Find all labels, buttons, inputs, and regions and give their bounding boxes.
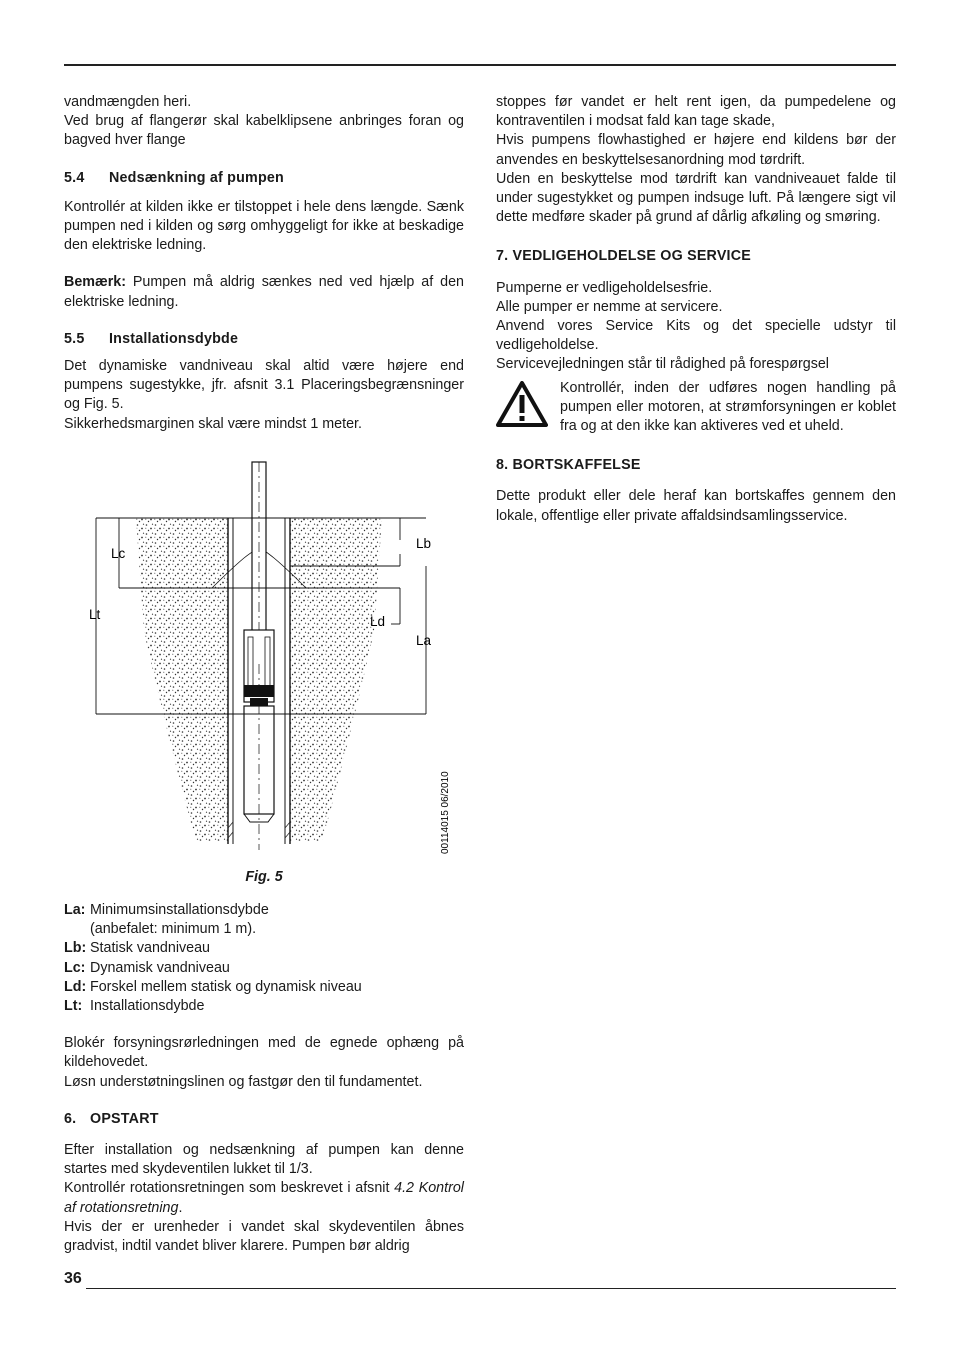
legend-row: Lt: Installationsdybde: [64, 998, 205, 1015]
section-heading-8: 8. BORTSKAFFELSE: [496, 457, 641, 474]
paragraph: Ved brug af flangerør skal kabelklipsene anbringes foran og bagved hver flange: [64, 113, 464, 149]
legend-row: Lc: Dynamisk vandniveau: [64, 959, 230, 976]
label-lt: Lt: [89, 606, 101, 622]
soil-left: [136, 518, 228, 842]
header-rule: [64, 64, 896, 66]
paragraph: Servicevejledningen står til rådighed på forespørgsel: [496, 356, 829, 373]
section-heading-7: 7. VEDLIGEHOLDELSE OG SERVICE: [496, 248, 751, 265]
soil-right: [290, 518, 382, 842]
paragraph: Anvend vores Service Kits og det specielle udstyr til vedligeholdelse.: [496, 318, 896, 354]
paragraph: Hvis pumpens flowhastighed er højere end kildens bør der anvendes en beskyttelsesanordning mod tørdrift.: [496, 132, 896, 168]
section-heading-5-5: 5.5 Installationsdybde: [64, 330, 239, 347]
paragraph: Blokér forsyningsrørledningen med de egnede ophæng på kildehovedet.: [64, 1035, 464, 1071]
right-column: [496, 93, 896, 526]
paragraph: Sikkerhedsmarginen skal være mindst 1 meter.: [64, 415, 362, 432]
label-lc: Lc: [111, 545, 126, 561]
paragraph: Efter installation og nedsænkning af pumpen kan denne startes med skydeventilen lukket til 1/3.: [64, 1142, 464, 1178]
legend-row: Ld: Forskel mellem statisk og dynamisk niveau: [64, 978, 362, 995]
paragraph: Løsn understøtningslinen og fastgør den til fundamentet.: [64, 1073, 423, 1090]
paragraph: Kontrollér rotationsretningen som beskrevet i afsnit 4.2 Kontrol af rotationsretning.: [64, 1180, 464, 1216]
paragraph: Uden en beskyttelse mod tørdrift kan vandniveauet falde til under sugestykket og pumpen indsuge luft. På længere sigt vil dette medføre skader på grund af dårlig afkøling og smøring.: [496, 170, 896, 226]
note: [64, 273, 464, 311]
warning-icon: [496, 379, 560, 437]
legend-row: (anbefalet: minimum 1 m).: [90, 921, 257, 938]
left-column: [64, 93, 464, 1256]
paragraph: stoppes før vandet er helt rent igen, da pumpedelene og kontraventilen i modsat fald kan tage skade,: [496, 94, 896, 130]
paragraph: Pumperne er vedligeholdelsesfrie.: [496, 279, 713, 296]
legend: [64, 901, 464, 1016]
section-heading-5-4: 5.4 Nedsænkning af pumpen: [64, 169, 284, 186]
label-ld: Ld: [370, 613, 386, 629]
note-text: Pumpen må aldrig sænkes ned ved hjælp af den elektriske ledning.: [64, 274, 464, 310]
note-label: Bemærk:: [64, 274, 126, 291]
footer-rule: [86, 1288, 896, 1289]
paragraph: Hvis der er urenheder i vandet skal skydeventilen åbnes gradvist, indtil vandet bliver klarere. Pumpen bør aldrig: [64, 1218, 464, 1255]
legend-row: La: Minimumsinstallationsdybde: [64, 902, 269, 919]
warning-box: [496, 379, 896, 437]
paragraph: Det dynamiske vandniveau skal altid være højere end pumpens sugestykke, jfr. afsnit 3.1 Placeringsbegrænsninger og Fig. 5.: [64, 358, 464, 413]
paragraph: vandmængden heri.: [64, 94, 192, 110]
legend-row: Lb: Statisk vandniveau: [64, 940, 211, 957]
label-lb: Lb: [416, 535, 432, 551]
well-diagram: [64, 442, 464, 862]
page-number: 36: [64, 1270, 82, 1287]
label-la: La: [416, 632, 432, 648]
paragraph: Alle pumper er nemme at servicere.: [496, 298, 723, 315]
figure-code: 00114015 06/2010: [440, 771, 451, 854]
paragraph: Dette produkt eller dele heraf kan bortskaffes gennem den lokale, offentlige eller private affaldsindsamlingsservice.: [496, 488, 896, 524]
warning-text: Kontrollér, inden der udføres nogen handling på pumpen eller motoren, at strømforsyningen er koblet fra og at den ikke kan aktiveres ved et uheld.: [560, 379, 896, 435]
figure-caption: Fig. 5: [245, 868, 283, 885]
paragraph: Kontrollér at kilden ikke er tilstoppet i hele dens længde. Sænk pumpen ned i kilden og sørg omhyggeligt for ikke at beskadige den elektriske ledning.: [64, 198, 464, 254]
figure-5: [64, 442, 464, 862]
section-heading-6: 6. OPSTART: [64, 1110, 159, 1127]
